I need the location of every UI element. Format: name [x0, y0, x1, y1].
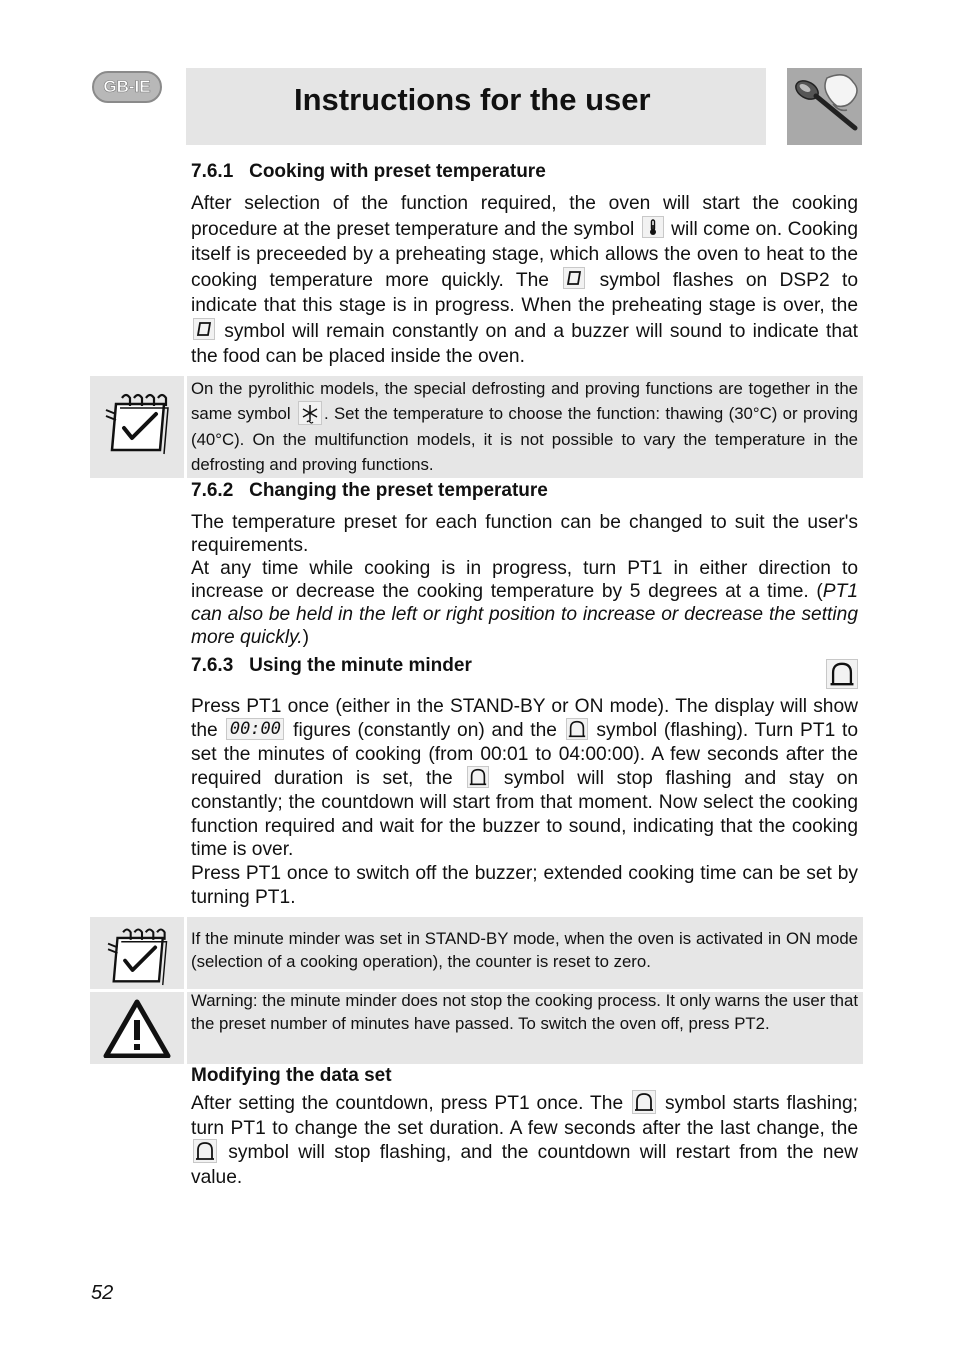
page-title: Instructions for the user	[294, 82, 651, 117]
bell-icon	[566, 718, 588, 740]
text-span: symbol will stop flashing and stay on constantly; the countdown will start from that moment. Now select the cooking function required and wait for the buzzer to sound, indicating that the cooking time is over.	[191, 767, 858, 861]
text-span: )	[302, 627, 309, 648]
display-digits: 00:00	[226, 718, 284, 740]
spoon-chef-hat-icon	[787, 68, 862, 145]
region-badge: GB-IE	[92, 71, 162, 103]
section-763-text	[191, 695, 858, 910]
defrost-icon	[298, 401, 322, 425]
text-span: . Set the temperature to choose the function: thawing (30°C) or proving (40°C). On the multifunction models, it is not possible to vary the temperature in the defrosting and proving functions.	[191, 404, 859, 474]
text-span: symbol (flashing). Turn PT1 to set the minutes of cooking (from 00:01 to 04:00:00). A few seconds after the required duration is set, the	[191, 719, 858, 789]
text-span: symbol will remain constantly on and a buzzer will sound to indicate that the food can be placed inside the oven.	[191, 320, 858, 367]
text-span: symbol will stop flashing, and the countdown will restart from the new value.	[191, 1142, 858, 1188]
bell-icon	[193, 1139, 217, 1163]
warning-box	[90, 992, 863, 1064]
text-span: On the pyrolithic models, the special defrosting and proving functions are together in the same symbol	[191, 379, 858, 423]
notepad-icon	[90, 386, 184, 461]
bell-icon	[632, 1090, 656, 1114]
note-text: If the minute minder was set in STAND-BY mode, when the oven is activated in ON mode (selection of a cooking operation), the counter is reset to zero.	[191, 929, 858, 971]
text-span: will come on. Cooking itself is preceeded by a preheating stage, which allows the oven to heat to the cooking temperature more quickly. The	[191, 218, 859, 291]
preheat-icon	[193, 318, 215, 340]
text-span: figures (constantly on) and the	[286, 719, 564, 741]
text-span: symbol flashes on DSP2 to indicate that this stage is in progress. When the preheating stage is over, the	[191, 269, 858, 316]
text-span: symbol starts flashing; turn PT1 to change the set duration. A few seconds after the last change, the	[191, 1093, 858, 1139]
page-number: 52	[91, 1282, 114, 1304]
section-heading-modify: Modifying the data set	[191, 1065, 392, 1086]
thermometer-icon	[642, 216, 664, 238]
text-span: Press PT1 once (either in the STAND-BY or ON mode). The display will show the	[191, 696, 858, 741]
paragraph: The temperature preset for each function can be changed to suit the user's requirements.	[191, 512, 858, 556]
note-divider	[184, 992, 187, 1064]
bell-icon	[826, 659, 858, 689]
warning-triangle-icon	[90, 998, 184, 1063]
note-divider	[184, 376, 187, 478]
text-span: At any time while cooking is in progress, turn PT1 in either direction to increase or decrease the cooking temperature by 5 degrees at a time. (	[191, 558, 858, 602]
section-modify-text	[191, 1092, 858, 1190]
paragraph	[191, 557, 858, 649]
text-span: After setting the countdown, press PT1 once. The	[191, 1093, 631, 1115]
text-span: After selection of the function required, the oven will start the cooking procedure at the preset temperature and the symbol	[191, 193, 858, 240]
notepad-icon	[90, 921, 184, 992]
section-762-text	[191, 511, 858, 649]
preheat-icon	[563, 267, 585, 289]
page-header	[186, 68, 766, 145]
section-heading-762: 7.6.2 Changing the preset temperature	[191, 480, 548, 501]
bell-icon	[467, 766, 489, 788]
section-761-text	[191, 191, 858, 370]
section-heading-763: 7.6.3 Using the minute minder	[191, 655, 472, 676]
paragraph: Press PT1 once to switch off the buzzer; extended cooking time can be set by turning PT1.	[191, 863, 858, 909]
note-text	[191, 376, 858, 477]
section-heading-761: 7.6.1 Cooking with preset temperature	[191, 161, 546, 182]
italic-text: PT1 can also be held in the left or right position to increase or decrease the setting more quickly.	[191, 581, 858, 648]
note-divider	[184, 917, 187, 989]
paragraph	[191, 695, 858, 862]
note-box-standby	[90, 917, 863, 989]
warning-text: Warning: the minute minder does not stop the cooking process. It only warns the user that the preset number of minutes have passed. To switch the oven off, press PT2.	[191, 991, 858, 1033]
note-box-pyrolithic	[90, 376, 863, 478]
